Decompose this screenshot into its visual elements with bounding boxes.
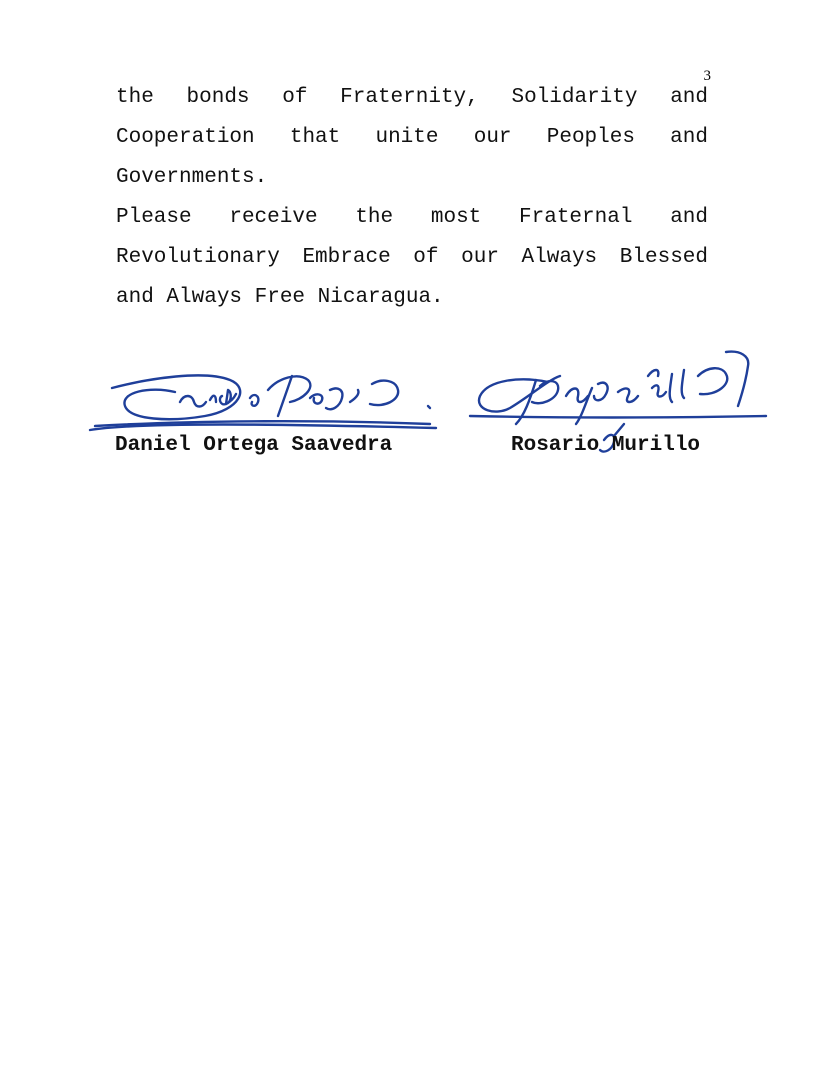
letter-paragraph-1: the bonds of Fraternity, Solidarity and Cooperation that unite our Peoples and Governments.	[116, 86, 708, 189]
letter-paragraph-2: Please receive the most Fraternal and Revolutionary Embrace of our Always Blessed and Always Free Nicaragua.	[116, 206, 708, 309]
signature-block	[0, 340, 825, 470]
page-number: 3	[703, 68, 711, 84]
signature-daniel-ortega	[90, 375, 436, 430]
signer-name-rosario-murillo: Rosario Murillo	[511, 434, 701, 457]
signer-name-daniel-ortega-saavedra: Daniel Ortega Saavedra	[115, 434, 393, 457]
